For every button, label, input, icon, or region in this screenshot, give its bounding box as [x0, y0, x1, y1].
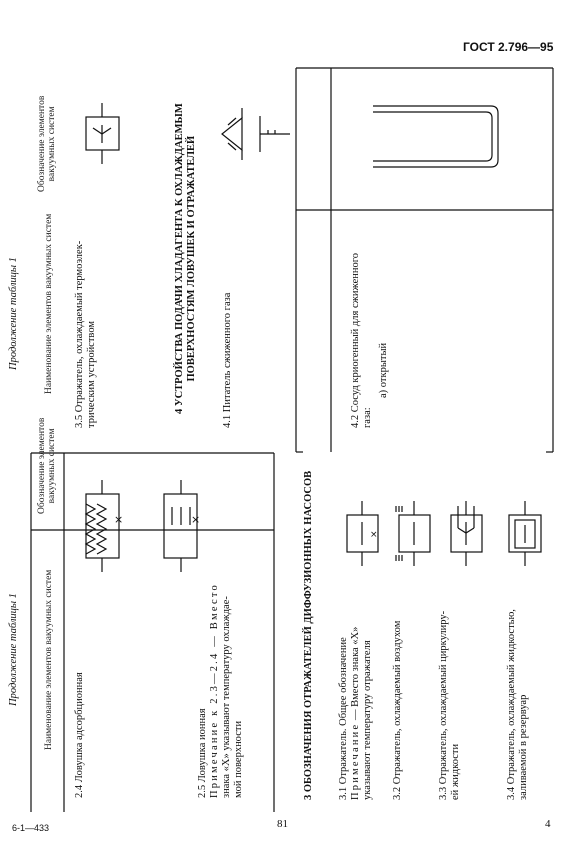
standard-number: ГОСТ 2.796—95: [463, 40, 554, 54]
reflector-circulating-liquid-symbol: [451, 501, 482, 566]
ion-trap-symbol: [164, 480, 197, 572]
reflector-air-cooled-symbol: [396, 501, 430, 566]
section-3-heading: 3 ОБОЗНАЧЕНИЯ ОТРАЖАТЕЛЕЙ ДИФФУЗИОННЫХ НАСОСОВ: [303, 470, 314, 800]
section-4-heading: 4 УСТРОЙСТВА ПОДАЧИ ХЛАДАГЕНТА К ОХЛАЖДАЕМЫМ ПОВЕРХНОСТЯМ ЛОВУШЕК И ОТРАЖАТЕЛЕЙ: [174, 103, 197, 414]
open-cryogenic-vessel-symbol: [373, 106, 498, 167]
row-3-5-block: 3.5 Отражатель, охлаждаемый термоэлек- трическим устройством: [74, 240, 97, 428]
right-name-column-header: Наименование элементов вакуумных систем: [44, 213, 54, 394]
reflector-x-mark: ×: [370, 530, 378, 540]
ion-trap-x-mark: ×: [191, 513, 201, 526]
liquefied-gas-feeder-symbol: [222, 108, 290, 160]
row-3-3-block: 3.3 Отражатель, охлаждаемый циркулиру- ей жидкости: [438, 610, 461, 800]
row-3-1-block: 3.1 Отражатель. Общее обозначение Примечание — Вместо знака «Х» указывают температуру отражателя: [338, 626, 373, 800]
right-table-frame: [296, 68, 553, 452]
print-code: 6-1—433: [12, 823, 50, 833]
row-4-2a-label: а) открытый: [378, 342, 389, 398]
adsorption-trap-x-mark: ×: [114, 513, 124, 526]
row-4-2-block: 4.2 Сосуд криогенный для сжиженного газа:: [350, 252, 373, 428]
right-symbol-column-header: Обозначение элементов вакуумных систем: [37, 95, 57, 192]
center-page-number: 81: [277, 818, 288, 830]
reflector-thermoelectric-symbol: [86, 103, 119, 164]
adsorption-trap-symbol: [86, 480, 119, 572]
page-number: 4: [545, 818, 551, 830]
row-3-2-label: 3.2 Отражатель, охлаждаемый воздухом: [392, 620, 403, 800]
row-2-4-label: 2.4 Ловушка адсорбционная: [74, 672, 85, 798]
reflector-reservoir-symbol: [509, 501, 541, 566]
row-4-1-label: 4.1 Питатель сжиженного газа: [222, 292, 233, 428]
left-name-column-header: Наименование элементов вакуумных систем: [44, 569, 54, 750]
row-3-4-block: 3.4 Отражатель, охлаждаемый жидкостью, заливаемой в резервуар: [506, 609, 529, 800]
note-word: Примечание: [209, 720, 220, 798]
left-symbol-column-header: Обозначение элементов вакуумных систем: [37, 417, 57, 514]
left-table-caption: Продолжение таблицы 1: [8, 593, 19, 706]
right-table-caption: Продолжение таблицы 1: [8, 257, 19, 370]
row-2-5-title: 2.5 Ловушка ионная: [197, 708, 208, 798]
row-2-5-block: 2.5 Ловушка ионная Примечание к 2.3—2.4 — Вместо знака «Х» указывают температуру охлаждае- мой поверхности: [197, 583, 244, 798]
